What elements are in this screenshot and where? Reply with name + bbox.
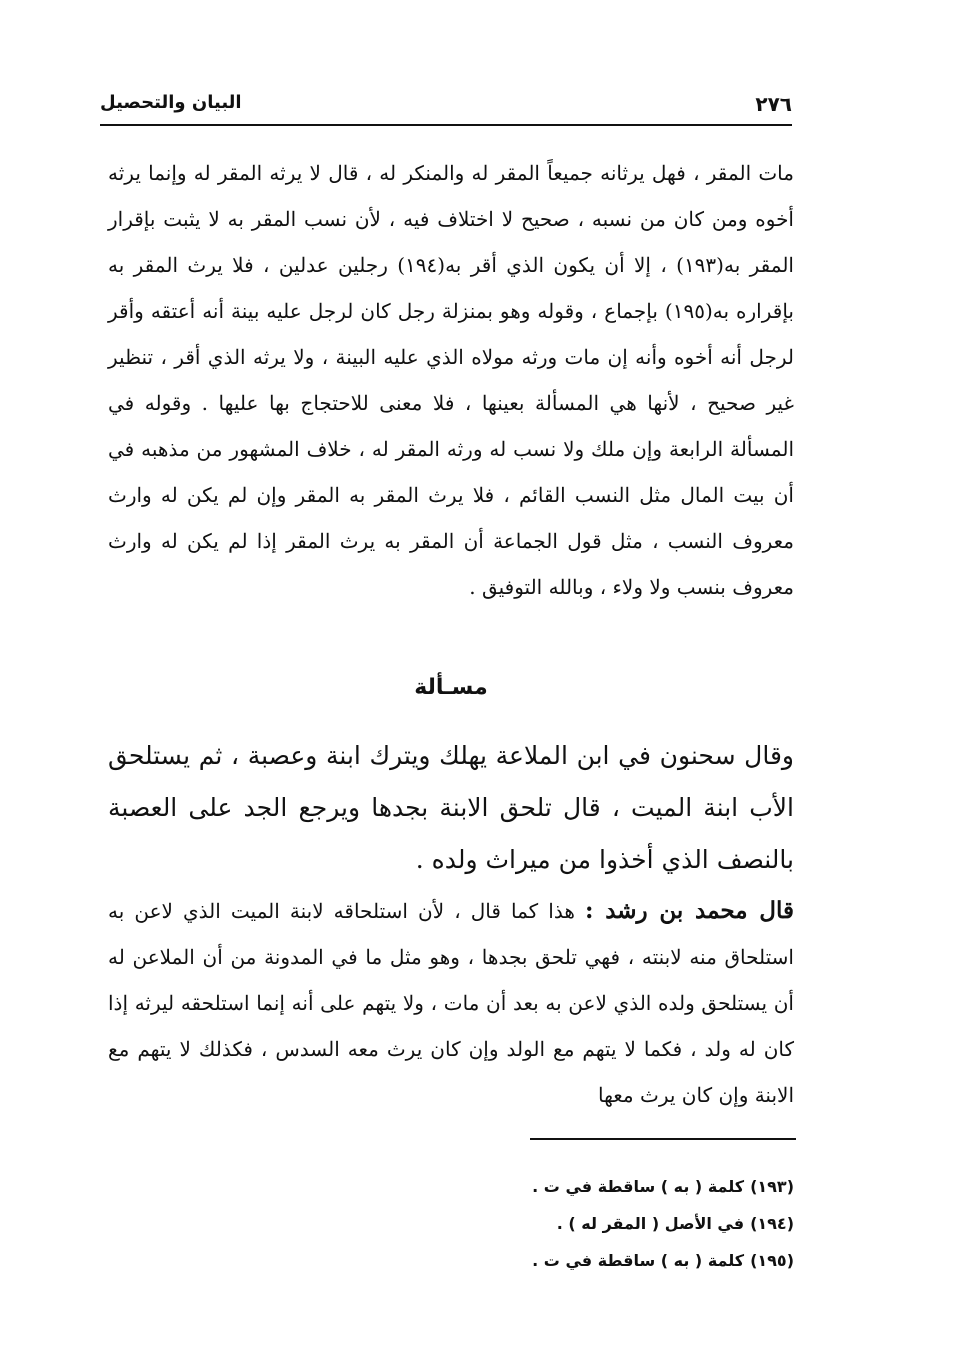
footnote-193: [400, 1168, 794, 1205]
answer-body: [108, 888, 794, 1118]
header-rule: [100, 124, 792, 126]
question-paragraph: [108, 730, 794, 886]
footnote-text: كلمة ( به ) ساقطة في ت .: [532, 1177, 745, 1196]
body-text: [108, 150, 794, 610]
page-header: [100, 92, 792, 122]
footnotes: [400, 1168, 794, 1279]
footnote-number: (١٩٤): [750, 1214, 794, 1233]
footnote-195: [400, 1242, 794, 1279]
section-heading: مسـألة: [414, 675, 488, 700]
body-paragraph: مات المقر ، فهل يرثانه جميعاً المقر له والمنكر له ، قال لا يرثه المقر له وإنما يرثه أخوه ومن كان من نسبه ، صحيح لا اختلاف فيه ، لأن نسب المقر به لا يثبت بإقرار المقر به(١٩٣) ، إلا أن يكون الذي أقر به(١٩٤) رجلين عدلين ، فلا يرث المقر به بإقراره به(١٩٥) بإجماع ، وقوله وهو بمنزلة رجل كان لرجل عليه بينة أنه أعتقه وأقر لرجل أنه أخوه وأنه إن مات ورثه مولاه الذي عليه البينة ، ولا يرثه الذي أقر ، تنظير غير صحيح ، لأنها هي المسألة بعينها ، فلا معنى للاحتجاج بها عليها . وقوله في المسألة الرابعة وإن ملك ولا نسب له ورثه المقر له ، خلاف المشهور من مذهبه في أن بيت المال مثل النسب القائم ، فلا يرث المقر به المقر وإن لم يكن له وارث معروف النسب ، مثل قول الجماعة أن المقر به يرث المقر إذا لم يكن له وارث معروف بنسب ولا ولاء ، وبالله التوفيق .: [108, 161, 794, 599]
footnote-number: (١٩٥): [750, 1251, 794, 1270]
footnote-194: [400, 1205, 794, 1242]
answer-text: هذا كما قال ، لأن استلحاقه لابنة الميت الذي لاعن به استلحاق منه لابنته ، فهي تلحق بجدها ، وهو مثل ما في المدونة من أن الملاعن له أن يستلحق ولده الذي لاعن به بعد أن مات ، ولا يتهم على أنه إنما استلحقه ليرثه إذا كان له ولد ، فكما لا يتهم مع الولد وإن كان يرث معه السدس ، فكذلك لا يتهم مع الابنة وإن كان يرث معها: [108, 899, 794, 1107]
footnote-rule: [530, 1138, 796, 1140]
footnote-text: كلمة ( به ) ساقطة في ت .: [532, 1251, 745, 1270]
answer-paragraph: [108, 888, 794, 1118]
footnote-number: (١٩٣): [750, 1177, 794, 1196]
question-text: وقال سحنون في ابن الملاعة يهلك ويترك ابنة وعصبة ، ثم يستلحق الأب ابنة الميت ، قال تلحق الابنة بجدها ويرجع الجد على العصبة بالنصف الذي أخذوا من ميراث ولده .: [108, 741, 794, 874]
footnote-text: في الأصل ( المقر له ) .: [556, 1214, 745, 1233]
page-number: ٢٧٦: [755, 92, 792, 116]
running-title: البيان والتحصيل: [100, 92, 242, 113]
answer-author: قال محمد بن رشد :: [584, 897, 794, 924]
